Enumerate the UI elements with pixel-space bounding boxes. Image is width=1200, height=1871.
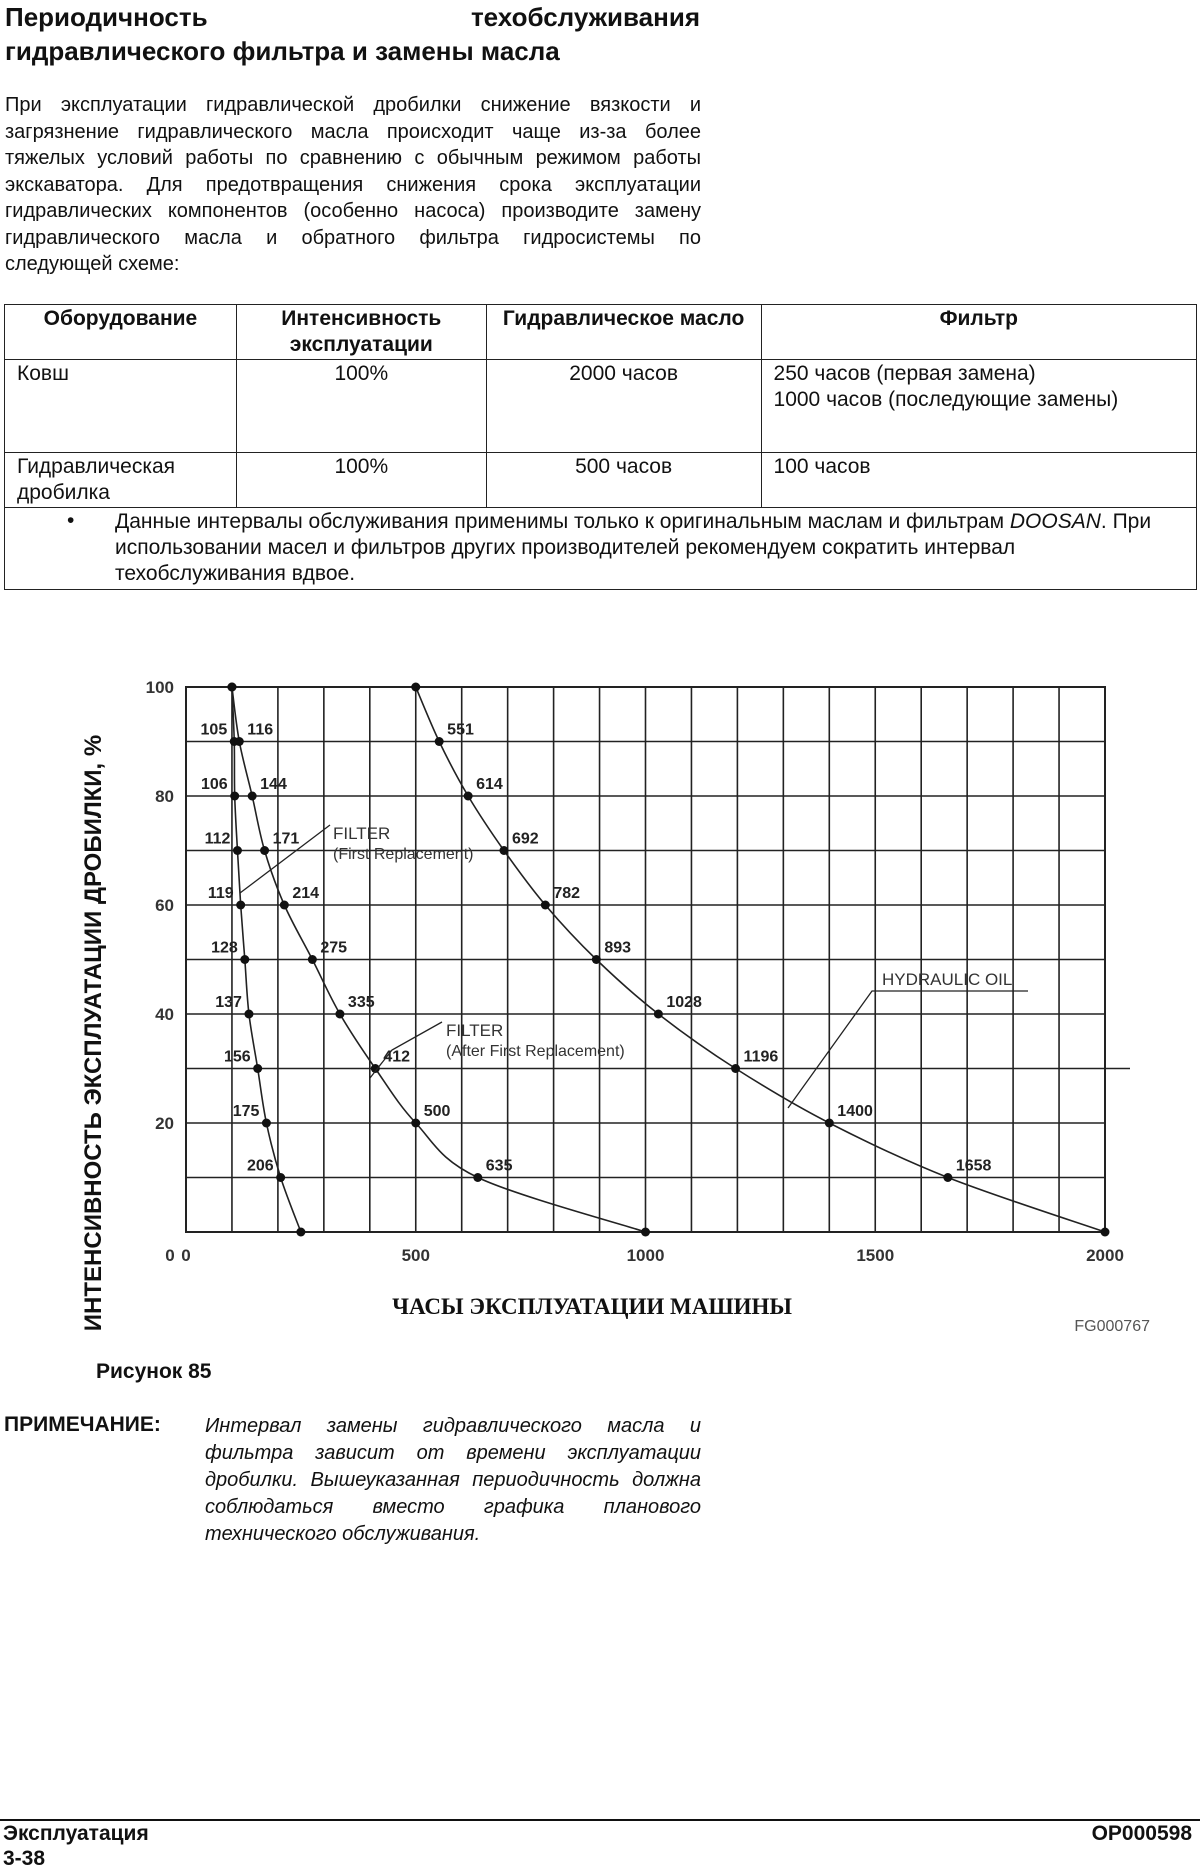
- footer-code: OP000598: [1091, 1822, 1192, 1845]
- data-label: 105: [200, 721, 228, 739]
- data-label: 156: [223, 1048, 251, 1066]
- filter-line: 250 часов (первая замена): [773, 362, 1036, 385]
- cell-intensity: 100%: [236, 360, 486, 453]
- data-label: 1028: [666, 994, 702, 1011]
- data-point: [499, 846, 508, 855]
- y-tick-label: 80: [155, 787, 174, 806]
- data-point: [435, 737, 444, 746]
- data-point: [592, 955, 601, 964]
- header-filter: Фильтр: [761, 305, 1196, 360]
- data-label: 893: [604, 939, 632, 957]
- cell-equipment: Ковш: [5, 360, 237, 453]
- data-point: [473, 1173, 482, 1182]
- x-tick-label: 2000: [1086, 1246, 1124, 1265]
- data-point: [240, 955, 249, 964]
- data-point: [943, 1173, 952, 1182]
- title-word-1: Периодичность: [5, 2, 208, 32]
- header-equipment: Оборудование: [5, 305, 237, 360]
- footer-divider: [0, 1819, 1200, 1821]
- note-text: Интервал замены гидравлического масла и фильтра зависит от времени эксплуатации дробилки. Вышеуказанная периодичность должна соблюдаться вместо графика планового технического обслуживания.: [205, 1415, 701, 1545]
- note-brand: DOOSAN: [1009, 510, 1101, 533]
- data-point: [244, 1010, 253, 1019]
- y-tick-label: 20: [155, 1114, 174, 1133]
- x-tick-label: 0: [181, 1246, 191, 1265]
- cell-filter: [761, 360, 1196, 453]
- data-point: [335, 1010, 344, 1019]
- data-point: [411, 1119, 420, 1128]
- callout-filter-after-text: (After First Replacement): [446, 1043, 625, 1060]
- data-point: [308, 955, 317, 964]
- chart-callouts: [240, 824, 1028, 1108]
- data-label: 214: [292, 885, 320, 902]
- note-label: ПРИМЕЧАНИЕ:: [4, 1413, 161, 1436]
- callout-hydraulic-oil-text: HYDRAULIC OIL: [882, 970, 1013, 989]
- footer-section: Эксплуатация: [3, 1822, 149, 1845]
- data-point: [541, 901, 550, 910]
- cell-oil: 500 часов: [486, 453, 761, 508]
- data-label: 782: [553, 885, 581, 902]
- callout-filter-first-text: (First Replacement): [333, 846, 474, 863]
- data-point: [262, 1119, 271, 1128]
- callout-filter-after-text: FILTER: [446, 1021, 504, 1040]
- data-label: 106: [201, 776, 228, 793]
- x-tick-label: 1500: [856, 1246, 895, 1265]
- data-label: 144: [260, 776, 287, 793]
- data-label: 116: [247, 721, 274, 739]
- data-label: 1196: [743, 1048, 779, 1066]
- cell-equipment: Гидравлическая дробилка: [5, 453, 237, 508]
- data-label: 275: [320, 939, 348, 957]
- data-label: 119: [207, 885, 234, 902]
- data-point: [235, 737, 244, 746]
- data-label: 137: [215, 994, 242, 1011]
- x-tick-label: 0: [165, 1246, 175, 1265]
- data-label: 112: [204, 830, 231, 848]
- table-note-row: [5, 508, 1197, 590]
- data-label: 206: [246, 1157, 274, 1175]
- title-line-2: гидравлического фильтра и замены масла: [5, 36, 560, 66]
- data-point: [731, 1064, 740, 1073]
- chart-grid: [186, 687, 1130, 1232]
- figure-caption: Рисунок 85: [96, 1360, 212, 1383]
- y-tick-label: 40: [155, 1005, 174, 1024]
- data-point: [236, 901, 245, 910]
- data-point: [253, 1064, 262, 1073]
- data-label: 614: [476, 776, 503, 793]
- data-label: 335: [347, 994, 375, 1011]
- data-label: 635: [485, 1157, 513, 1175]
- data-point: [296, 1228, 305, 1237]
- header-oil: Гидравлическое масло: [486, 305, 761, 360]
- data-point: [464, 792, 473, 801]
- figure-code: FG000767: [1074, 1318, 1150, 1335]
- table-row: [5, 360, 1197, 453]
- data-point: [280, 901, 289, 910]
- callout-hydraulic-oil-leader: [788, 991, 1028, 1108]
- y-axis-label: ИНТЕНСИВНОСТЬ ЭКСПЛУАТАЦИИ ДРОБИЛКИ, %: [80, 734, 107, 1332]
- title-word-2: техобслуживания: [470, 2, 700, 32]
- filter-line: 1000 часов (последующие замены): [773, 388, 1119, 411]
- table-header-row: [5, 305, 1197, 360]
- data-point: [260, 846, 269, 855]
- intro-paragraph: При эксплуатации гидравлической дробилки снижение вязкости и загрязнение гидравлического масла происходит чаще из-за более тяжелых условий работы по сравнению с обычным режимом работы экскаватора. Для предотвращения снижения срока эксплуатации гидравлических компонентов (особенно насоса) производите замену гидравлического масла и обратного фильтра гидросистемы по следующей схеме:: [5, 94, 701, 275]
- cell-oil: 2000 часов: [486, 360, 761, 453]
- footer-left: [3, 1821, 149, 1871]
- x-tick-label: 500: [401, 1246, 430, 1265]
- maintenance-chart: [0, 645, 1200, 1345]
- header-intensity: Интенсивность эксплуатации: [236, 305, 486, 360]
- data-label: 1400: [837, 1103, 873, 1120]
- y-tick-label: 100: [145, 678, 174, 697]
- table-note: [5, 508, 1197, 590]
- table-note-text: [51, 509, 1188, 587]
- data-point: [654, 1010, 663, 1019]
- footer-page: 3-38: [3, 1847, 46, 1870]
- data-point: [248, 792, 257, 801]
- data-label: 175: [232, 1103, 260, 1120]
- data-point: [233, 846, 242, 855]
- x-tick-label: 1000: [626, 1246, 665, 1265]
- data-point: [825, 1119, 834, 1128]
- data-label: 412: [383, 1048, 411, 1066]
- bullet-icon: •: [67, 509, 75, 532]
- x-axis-label: ЧАСЫ ЭКСПЛУАТАЦИИ МАШИНЫ: [392, 1294, 792, 1319]
- data-point: [411, 683, 420, 692]
- callout-filter-first-text: FILTER: [333, 824, 391, 843]
- page-title: [5, 0, 700, 68]
- filter-line: 100 часов: [773, 455, 871, 478]
- note-text-part: Данные интервалы обслуживания применимы только к оригинальным маслам и фильтрам: [115, 510, 1010, 533]
- cell-filter: [761, 453, 1196, 508]
- y-tick-label: 60: [155, 896, 174, 915]
- data-label: 1658: [955, 1157, 992, 1175]
- data-point: [641, 1228, 650, 1237]
- data-label: 128: [211, 939, 238, 957]
- cell-intensity: 100%: [236, 453, 486, 508]
- data-point: [1101, 1228, 1110, 1237]
- maintenance-table: [4, 304, 1197, 590]
- data-point: [227, 683, 236, 692]
- data-label: 500: [423, 1103, 451, 1120]
- table-row: [5, 453, 1197, 508]
- data-label: 551: [447, 721, 474, 739]
- data-point: [276, 1173, 285, 1182]
- data-point: [230, 792, 239, 801]
- note-text-part: . При использовании масел и фильтров других производителей рекомендуем сократить интервал техобслуживания вдвое.: [115, 510, 1152, 585]
- data-label: 171: [272, 830, 300, 848]
- data-label: 692: [511, 830, 539, 848]
